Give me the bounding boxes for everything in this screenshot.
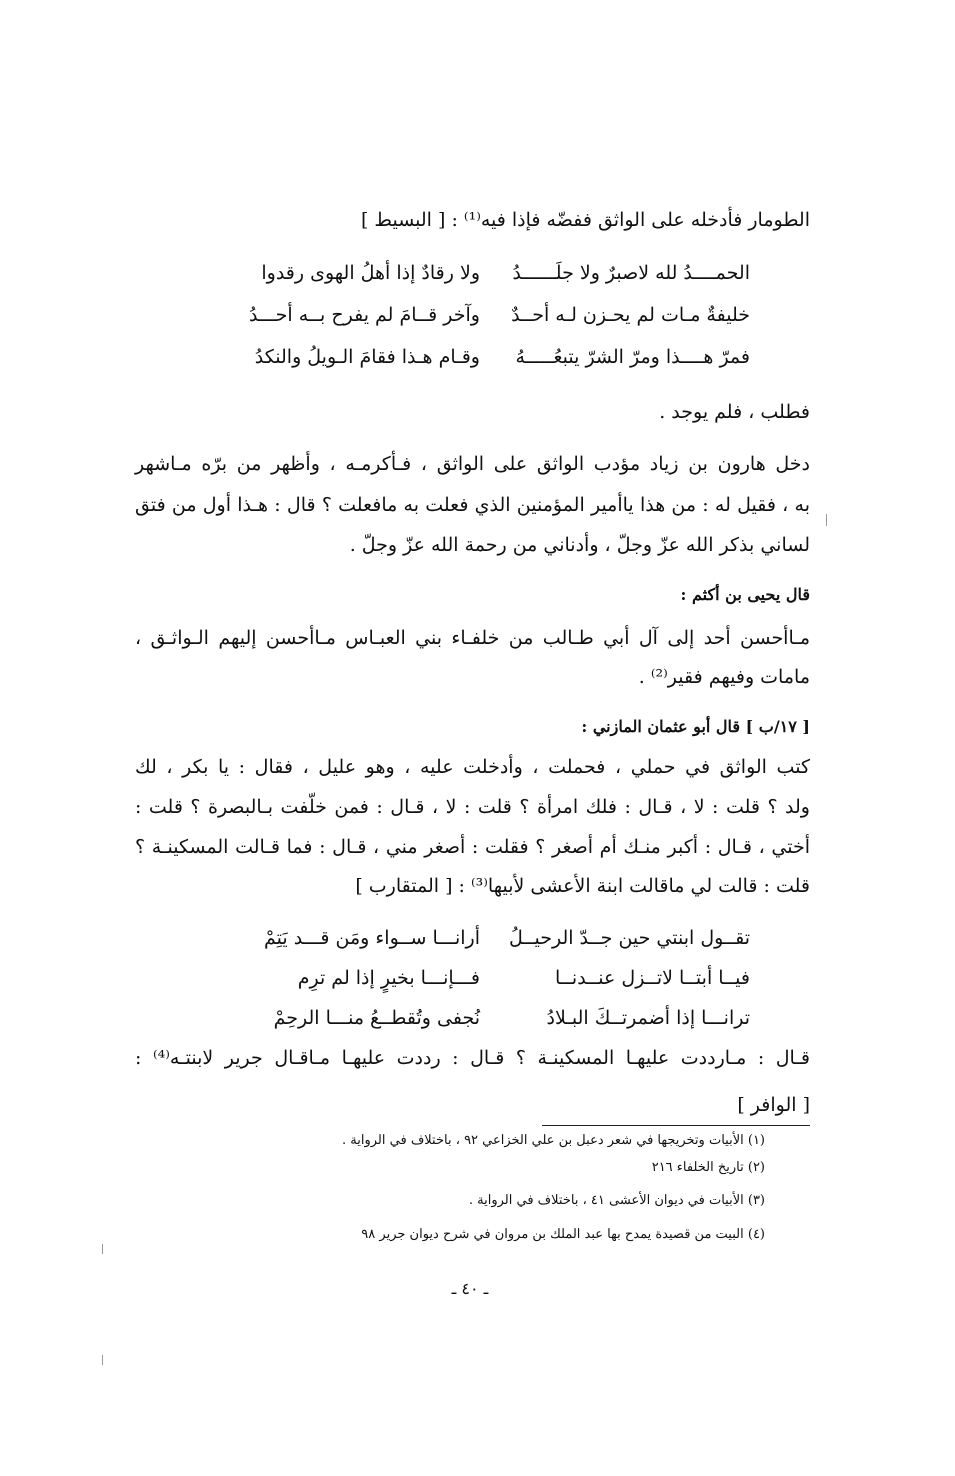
verse-2-left: وآخر قــامَ لم يفرح بــه أحـــدُ (248, 304, 480, 326)
footnote-4: (٤) البيت من قصيدة يمدح بها عبد الملك بن مروان في شرح ديوان جرير ٩٨ (361, 1227, 765, 1242)
verse-3-right: فمرّ هــــذا ومرّ الشرّ يتبعُـــــهُ (515, 346, 750, 368)
para1-line-1: فطلب ، فلم يوجد . (659, 401, 810, 423)
scan-mark (102, 1355, 103, 1365)
scan-mark (826, 514, 827, 526)
verse-1-right: الحمــــدُ لله لاصبرٌ ولا جلَــــــدُ (512, 262, 750, 284)
opening-line: الطومار فأدخله على الواثق ففضّه فإذا فيه⁽¹⁾ : [ البسيط ] (360, 209, 810, 231)
scan-mark (102, 1244, 103, 1254)
page-number: ـ ٤٠ ـ (451, 1279, 489, 1298)
para3-line-1: مـاأحسن أحد إلى آل أبي طـالب من خلفـاء بني العبـاس مـاأحسن إليهم الـواثـق ، (135, 627, 810, 649)
verse-6-left: نُجفى وتُقطــعُ منـــا الرحِمْ (273, 1007, 480, 1029)
verse-6-right: ترانـــا إذا أضمرتــكَ البـلادُ (546, 1007, 750, 1029)
footnote-rule (542, 1125, 810, 1126)
verse-2-right: خليفةٌ مـات لم يحـزن لـه أحــدٌ (511, 304, 750, 326)
footnote-2: (٢) تاريخ الخلفاء ٢١٦ (651, 1160, 765, 1175)
para5-line-2: [ الوافر ] (737, 1094, 810, 1116)
para4-line-3: أختي ، قـال : أكبر منـك أم أصغر ؟ فقلت : أصغر مني ، قـال : فما قـالت المسكينـة ؟ (135, 836, 810, 858)
heading-mazini: [ ١٧/ب ] قال أبو عثمان المازني : (581, 717, 810, 736)
heading-yahya: قال يحيى بن أكثم : (680, 585, 810, 604)
verse-4-right: تقــول ابنتي حين جــدّ الرحيــلُ (508, 927, 750, 949)
para2-line-2: به ، فقيل له : من هذا ياأمير المؤمنين الذي فعلت به مافعلت ؟ قال : هـذا أول من فتق (135, 494, 810, 516)
para4-line-4: قلت : قالت لي ماقالت ابنة الأعشى لأبيها⁽³⁾ : [ المتقارب ] (355, 875, 810, 897)
verse-4-left: أرانـــا ســواء ومَن قـــد يَتِمْ (264, 927, 480, 949)
footnote-1: (١) الأبيات وتخريجها في شعر دعبل بن علي الخزاعي ٩٢ ، باختلاف في الرواية . (342, 1133, 765, 1148)
para2-line-1: دخل هارون بن زياد مؤدب الواثق على الواثق ، فـأكرمـه ، وأظهر من برّه مـاشهر (135, 453, 810, 475)
para3-line-2: مامات وفيهم فقير⁽²⁾ . (638, 666, 810, 688)
footnote-3: (٣) الأبيات في ديوان الأعشى ٤١ ، باختلاف في الرواية . (468, 1193, 765, 1208)
verse-5-right: فيــا أبتــا لاتــزل عنــدنــا (554, 967, 750, 989)
verse-1-left: ولا رقادٌ إذا أهلُ الهوى رقدوا (261, 262, 480, 284)
para4-line-2: ولد ؟ قلت : لا ، قـال : فلك امرأة ؟ قلت : لا ، قـال : فمن خلّفت بـالبصرة ؟ قلت : (135, 796, 810, 818)
para4-line-1: كتب الواثق في حملي ، فحملت ، وأدخلت عليه ، وهو عليل ، فقال : يا بكر ، لك (135, 756, 810, 778)
para2-line-3: لساني بذكر الله عزّ وجلّ ، وأدناني من رحمة الله عزّ وجلّ . (349, 534, 810, 556)
para5-line-1: قـال : مـارددت عليهـا المسكينـة ؟ قـال : رددت عليهـا مـاقـال جرير لابنتـه⁽⁴⁾ : (135, 1047, 811, 1069)
verse-5-left: فـــإنـــا بخيرٍ إذا لم ترِم (297, 967, 480, 989)
verse-3-left: وقـام هـذا فقامَ الـويلُ والنكدُ (254, 346, 480, 368)
